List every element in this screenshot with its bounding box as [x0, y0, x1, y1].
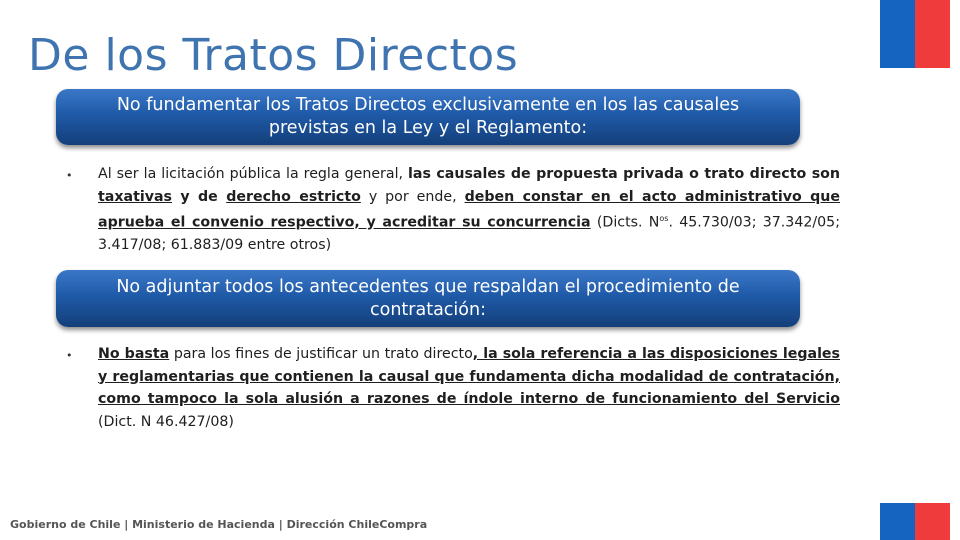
banner-fundamentar-text: No fundamentar los Tratos Directos exclusivamente en los las causales previstas en la Ley y el Reglamento:	[116, 95, 740, 138]
bullet-icon: •	[66, 169, 73, 182]
text-span: y por ende,	[360, 188, 465, 205]
text-span: deben constar en el acto administrativo que aprueba el convenio respectivo, y acreditar su concurrencia	[98, 188, 840, 231]
chile-flag-logo-top	[880, 0, 950, 68]
text-span: Al ser la licitación pública la regla general,	[98, 166, 409, 182]
chile-flag-logo-bottom	[880, 503, 950, 540]
text-span: No basta	[98, 346, 170, 362]
banner-fundamentar	[56, 89, 800, 145]
text-span: . 45.730/03; 37.342/05; 3.417/08; 61.883/09 entre otros)	[98, 214, 840, 254]
banner-adjuntar-text: No adjuntar todos los antecedentes que respaldan el procedimiento de contratación:	[116, 276, 740, 320]
text-span: derecho estricto	[226, 188, 361, 205]
banner-adjuntar	[56, 270, 800, 327]
text-span: , la sola referencia a las disposiciones legales y reglamentarias que contienen la causal que fundamenta dicha modalidad de contratación, como tampoco la sola alusión a razones de índole interno de funcionamiento del Servicio	[98, 346, 840, 407]
text-span: (Dict. N 46.427/08)	[98, 413, 234, 430]
text-span: y de	[172, 188, 227, 205]
flag-red-stripe	[915, 503, 950, 540]
superscript: os	[659, 214, 669, 223]
slide-title: De los Tratos Directos	[28, 30, 519, 81]
text-span: las causales de propuesta privada o trato directo son	[408, 166, 840, 182]
bullet-icon: •	[66, 349, 73, 362]
text-span: taxativas	[98, 188, 172, 205]
flag-red-stripe	[915, 0, 950, 68]
flag-blue-stripe	[880, 503, 915, 540]
paragraph-licitacion	[98, 163, 840, 257]
footer-text: Gobierno de Chile | Ministerio de Hacienda | Dirección ChileCompra	[10, 518, 428, 531]
text-span: para los fines de justificar un trato directo	[169, 346, 473, 362]
paragraph-no-basta	[98, 343, 840, 433]
text-span: (Dicts. N	[590, 214, 660, 231]
flag-blue-stripe	[880, 0, 915, 68]
